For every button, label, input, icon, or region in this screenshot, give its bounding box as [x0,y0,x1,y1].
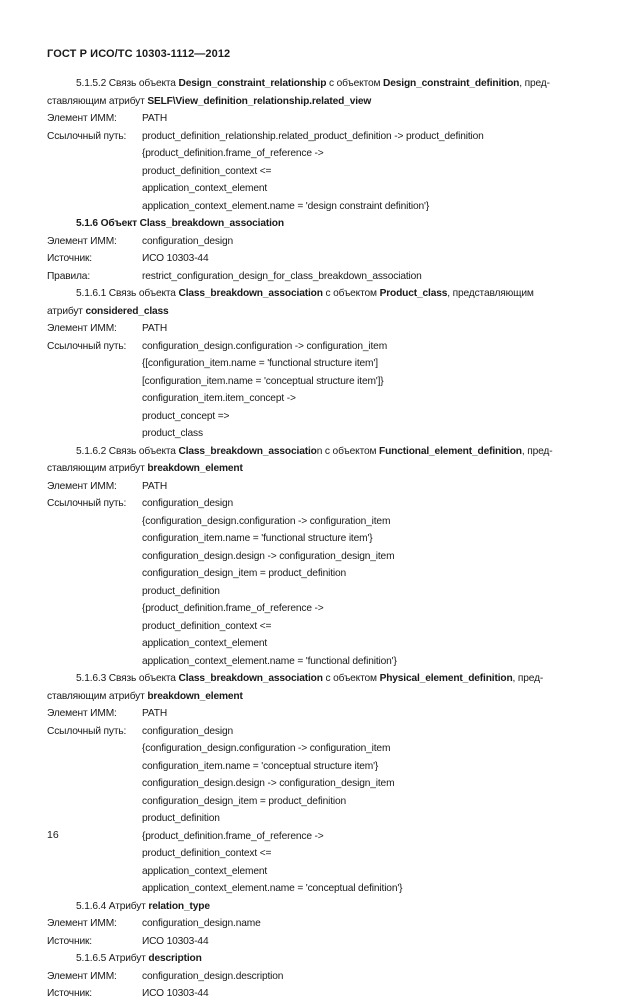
path-line: {[configuration_item.name = 'functional structure item'] [142,358,378,369]
path-line: [configuration_item.name = 'conceptual structure item']} [142,375,384,387]
page-content [47,75,587,1003]
path-line: configuration_item.name = 'conceptual structure item'} [142,760,379,772]
path-line: product_definition_context <= [142,165,272,177]
path-line: configuration_item.item_concept -> [142,393,296,404]
clause-5-1-6-4-heading: 5.1.6.4 Атрибут relation_type [76,900,210,912]
path-line: {product_definition.frame_of_reference -> [142,830,324,842]
path-line: configuration_design.design -> configuration_design_item [142,550,395,562]
path-line: application_context_element.name = 'functional definition'} [142,655,397,667]
path-line: product_definition_context <= [142,620,272,632]
element-row: Элемент ИММ: PATH [47,708,168,719]
element-row: Элемент ИММ: PATH [47,323,168,334]
clause-5-1-5-2-heading: 5.1.5.2 Связь объекта Design_constraint_relationship с объектом Design_constraint_definition, пред- [76,78,550,89]
clause-5-1-6-1-heading: 5.1.6.1 Связь объекта Class_breakdown_association с объектом Product_class, представляющим [76,288,534,299]
path-line: application_context_element [142,638,268,649]
path-line: product_concept => [142,410,230,422]
path-row: Ссылочный путь: configuration_design [47,725,234,737]
path-line: configuration_design_item = product_definition [142,795,347,807]
clause-5-1-5-2-heading-cont: ставляющим атрибут SELF\View_definition_relationship.related_view [47,95,372,107]
clause-5-1-6-3-heading-cont: ставляющим атрибут breakdown_element [47,690,243,702]
source-row: Источник: ИСО 10303-44 [47,253,209,264]
element-row: Элемент ИММ: PATH [47,113,168,124]
clause-5-1-6-5-heading: 5.1.6.5 Атрибут description [76,953,202,964]
path-line: application_context_element [142,865,268,877]
page-header: ГОСТ Р ИСО/ТС 10303-1112—2012 [47,48,231,60]
path-line: application_context_element [142,183,268,194]
path-line: product_definition_context <= [142,848,272,859]
clause-5-1-6-3-heading: 5.1.6.3 Связь объекта Class_breakdown_association с объектом Physical_element_definition, пред- [76,673,544,684]
path-line: configuration_design_item = product_definition [142,568,347,579]
path-line: {product_definition.frame_of_reference -> [142,148,324,159]
element-row: Элемент ИММ: configuration_design.name [47,918,261,929]
path-line: {configuration_design.configuration -> configuration_item [142,743,391,754]
path-line: application_context_element.name = 'conceptual definition'} [142,883,403,894]
path-line: configuration_item.name = 'functional structure item'} [142,533,373,544]
path-line: {product_definition.frame_of_reference -> [142,603,324,614]
path-row: Ссылочный путь: configuration_design.configuration -> configuration_item [47,340,388,352]
element-row: Элемент ИММ: configuration_design [47,235,234,247]
clause-5-1-6-2-heading-cont: ставляющим атрибут breakdown_element [47,463,243,474]
path-line: {configuration_design.configuration -> configuration_item [142,515,391,527]
path-row: Ссылочный путь: product_definition_relationship.related_product_definition -> product_definition [47,130,484,142]
path-line: product_definition [142,813,220,824]
rules-row: Правила: restrict_configuration_design_for_class_breakdown_association [47,270,422,282]
path-line: application_context_element.name = 'design constraint definition'} [142,200,430,212]
path-row: Ссылочный путь: configuration_design [47,498,234,509]
page-number: 16 [47,829,59,841]
path-line: configuration_design.design -> configuration_design_item [142,778,395,789]
source-row: Источник: ИСО 10303-44 [47,988,209,999]
element-row: Элемент ИММ: configuration_design.description [47,970,284,982]
clause-5-1-6-heading: 5.1.6 Объект Class_breakdown_association [76,218,284,229]
clause-5-1-6-2-heading: 5.1.6.2 Связь объекта Class_breakdown_association с объектом Functional_element_definition, пред- [76,445,553,457]
source-row: Источник: ИСО 10303-44 [47,935,209,947]
path-line: product_class [142,428,203,439]
element-row: Элемент ИММ: PATH [47,480,168,492]
path-line: product_definition [142,585,220,597]
clause-5-1-6-1-heading-cont: атрибут considered_class [47,305,169,317]
